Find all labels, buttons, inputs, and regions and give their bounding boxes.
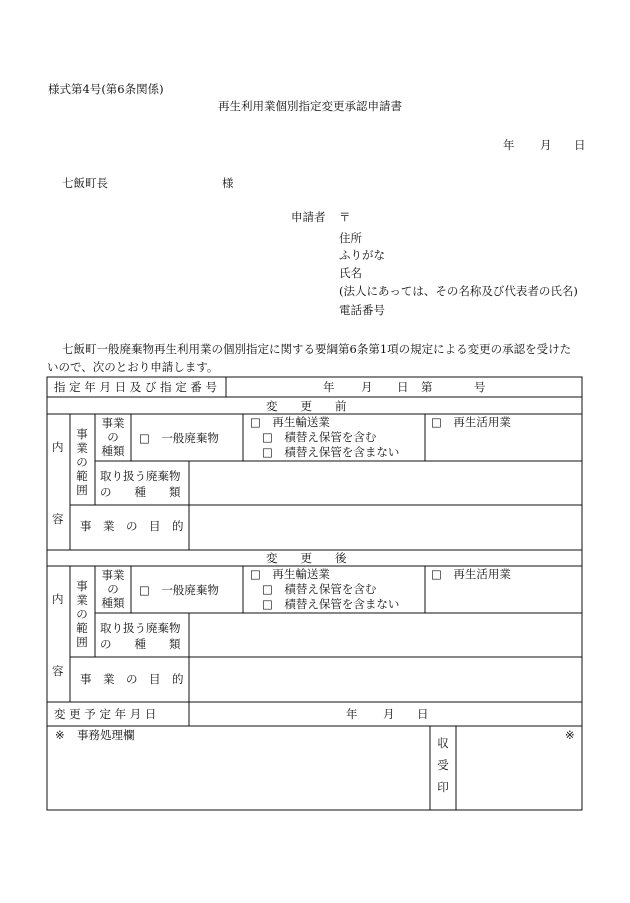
tsumikae-in-checkbox-before[interactable]: □ 積替え保管を含む <box>262 430 377 444</box>
naiyo-bottom-before: 容 <box>52 512 64 526</box>
ippan-checkbox-before[interactable]: □ 一般廃棄物 <box>139 431 219 445</box>
form-number: 様式第4号(第6条関係) <box>48 82 164 96</box>
shuju-in-label: 収 受 印 <box>437 736 449 794</box>
yotei-label: 変 更 予 定 年 月 日 <box>54 707 157 721</box>
body-line-1: 七飯町一般廃棄物再生利用業の個別指定に関する要綱第6条第1項の規定による変更の承認を受けた <box>62 342 572 356</box>
toriatsukai-label-before: 取り扱う廃棄物 の 種 類 <box>100 469 181 499</box>
naiyo-top-after: 内 <box>52 592 64 606</box>
jimu-label: 事務処理欄 <box>77 728 135 742</box>
toriatsukai-label-after: 取り扱う廃棄物 の 種 類 <box>100 621 181 651</box>
katsuyo-checkbox-after[interactable]: □ 再生活用業 <box>431 567 511 581</box>
mokuteki-label-after: 事 業 の 目 的 <box>80 672 184 686</box>
right-mark: ※ <box>565 728 575 742</box>
postal-mark: 〒 <box>339 210 351 224</box>
designation-day: 日 <box>397 380 409 394</box>
designation-month: 月 <box>361 380 373 394</box>
naiyo-top-before: 内 <box>52 440 64 454</box>
jimu-mark: ※ <box>55 728 65 742</box>
designation-label: 指 定 年 月 日 及 び 指 定 番 号 <box>54 380 218 394</box>
designation-year: 年 <box>323 380 335 394</box>
corp-note: (法人にあっては、その名称及び代表者の氏名) <box>339 284 578 298</box>
tsumikae-out-checkbox-before[interactable]: □ 積替え保管を含まない <box>262 445 400 459</box>
date-month: 月 <box>540 138 552 152</box>
address-label: 住所 <box>339 231 362 245</box>
naiyo-bottom-after: 容 <box>52 664 64 678</box>
date-year: 年 <box>503 138 515 152</box>
yotei-month: 月 <box>383 707 395 721</box>
document-title: 再生利用業個別指定変更承認申請書 <box>218 99 402 113</box>
yuso-checkbox-after[interactable]: □ 再生輸送業 <box>250 567 330 581</box>
addressee: 七飯町長 <box>62 176 108 190</box>
mokuteki-label-before: 事 業 の 目 的 <box>80 519 184 533</box>
tsumikae-in-checkbox-after[interactable]: □ 積替え保管を含む <box>262 582 377 596</box>
tsumikae-out-checkbox-after[interactable]: □ 積替え保管を含まない <box>262 597 400 611</box>
yuso-checkbox-before[interactable]: □ 再生輸送業 <box>250 415 330 429</box>
furigana-label: ふりがな <box>339 248 385 262</box>
name-label: 氏名 <box>339 266 362 280</box>
ippan-checkbox-after[interactable]: □ 一般廃棄物 <box>139 583 219 597</box>
designation-dai: 第 <box>421 380 433 394</box>
before-change-label: 変 更 前 <box>266 399 347 413</box>
jigyo-hani-before: 事 業 の 範 囲 <box>76 427 88 497</box>
jigyo-shurui-before: 事業 の 種類 <box>101 416 125 458</box>
honorific: 様 <box>222 176 234 190</box>
yotei-year: 年 <box>346 707 358 721</box>
designation-go: 号 <box>474 380 486 394</box>
katsuyo-checkbox-before[interactable]: □ 再生活用業 <box>431 415 511 429</box>
jigyo-hani-after: 事 業 の 範 囲 <box>76 579 88 649</box>
after-change-label: 変 更 後 <box>266 551 347 565</box>
jigyo-shurui-after: 事業 の 種類 <box>101 568 125 610</box>
yotei-day: 日 <box>417 707 429 721</box>
applicant-label: 申請者 <box>291 210 326 224</box>
phone-label: 電話番号 <box>339 303 385 317</box>
body-line-2: いので、次のとおり申請します。 <box>47 360 219 374</box>
date-day: 日 <box>574 138 586 152</box>
